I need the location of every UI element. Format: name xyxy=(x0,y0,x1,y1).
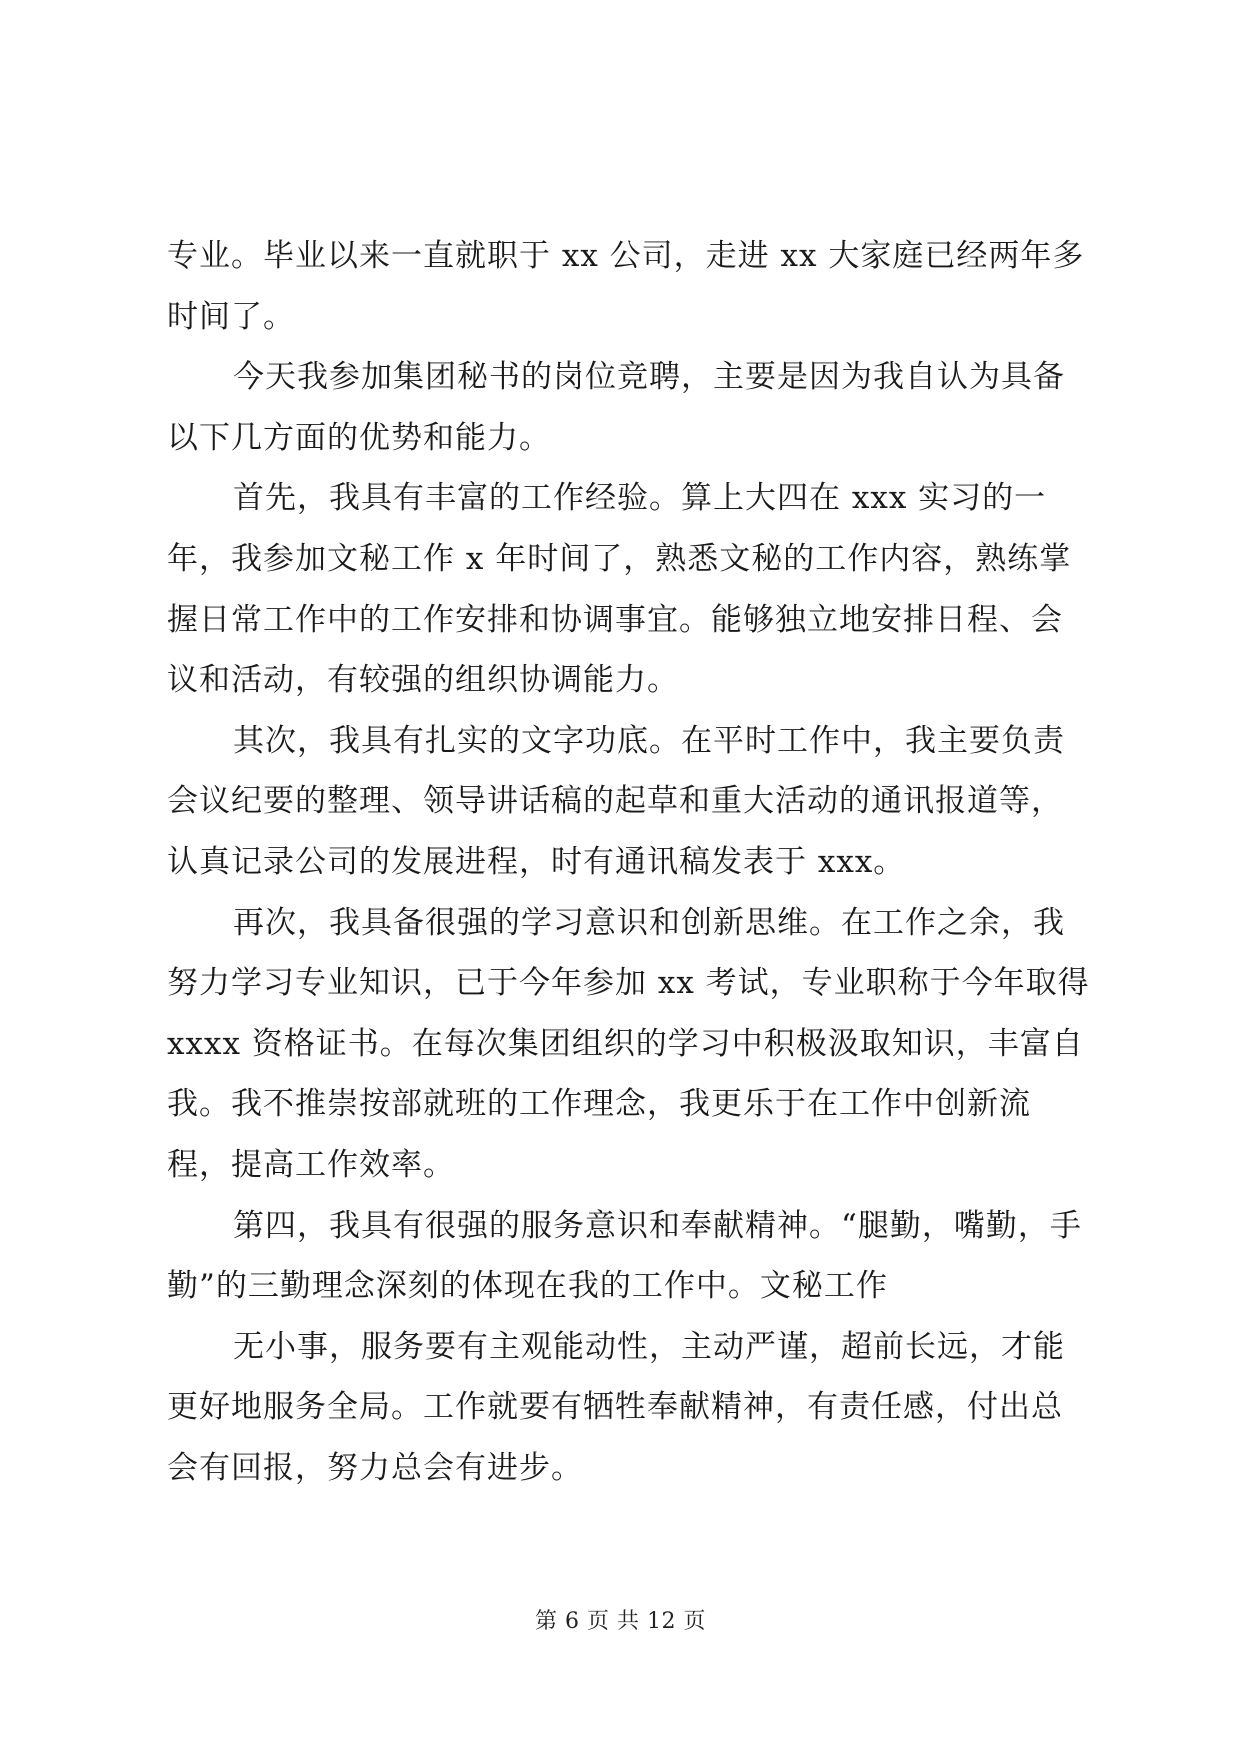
paragraph: 今天我参加集团秘书的岗位竞聘，主要是因为我自认为具备以下几方面的优势和能力。 xyxy=(167,359,1065,456)
page-number-footer: 第 6 页 共 12 页 xyxy=(535,1609,706,1634)
paragraph: 专业。毕业以来一直就职于 xx 公司，走进 xx 大家庭已经两年多时间了。 xyxy=(167,238,1085,335)
paragraph: 无小事，服务要有主观能动性，主动严谨，超前长远，才能更好地服务全局。工作就要有牺牲奉献精神，有责任感，付出总会有回报，努力总会有进步。 xyxy=(167,1328,1065,1486)
paragraph: 首先，我具有丰富的工作经验。算上大四在 xxx 实习的一年，我参加文秘工作 x 年时间了，熟悉文秘的工作内容，熟练掌握日常工作中的工作安排和协调事宜。能够独立地安排日程、会议和活动，有较强的组织协调能力。 xyxy=(167,480,1072,699)
paragraph: 再次，我具备很强的学习意识和创新思维。在工作之余，我努力学习专业知识，已于今年参加 xx 考试，专业职称于今年取得 xxxx 资格证书。在每次集团组织的学习中积极汲取知识，丰富自我。我不推崇按部就班的工作理念，我更乐于在工作中创新流程，提高工作效率。 xyxy=(167,904,1090,1183)
paragraph: 第四，我具有很强的服务意识和奉献精神。“腿勤，嘴勤，手勤”的三勤理念深刻的体现在我的工作中。文秘工作 xyxy=(167,1207,1082,1305)
paragraph: 其次，我具有扎实的文字功底。在平时工作中，我主要负责会议纪要的整理、领导讲话稿的起草和重大活动的通讯报道等，认真记录公司的发展进程，时有通讯稿发表于 xxx。 xyxy=(167,722,1065,880)
document-body xyxy=(167,226,1091,1498)
